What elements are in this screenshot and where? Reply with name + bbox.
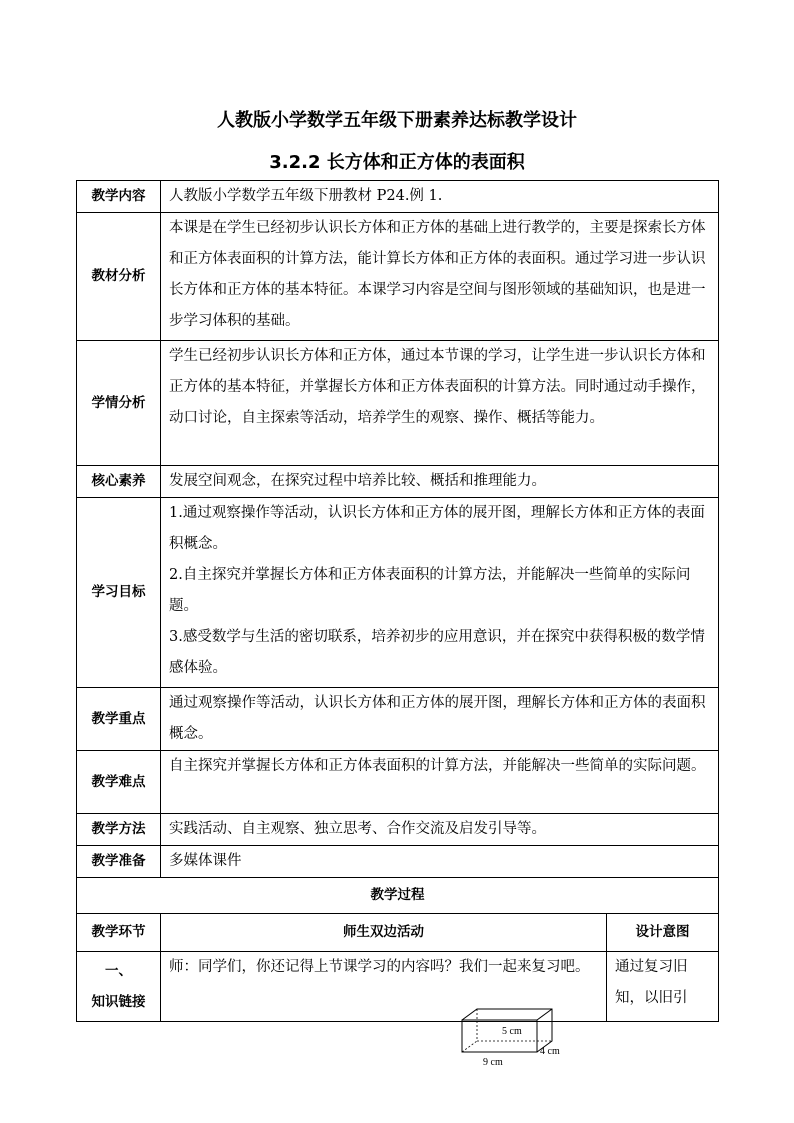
goal-item: 1.通过观察操作等活动，认识长方体和正方体的展开图，理解长方体和正方体的表面积概念。 (169, 505, 705, 552)
col-intent: 设计意图 (607, 914, 719, 952)
length-label: 9 cm (483, 1057, 503, 1068)
text-method: 实践活动、自主观察、独立思考、合作交流及启发引导等。 (161, 814, 719, 846)
stage-1-intent: 通过复习旧知，以旧引 (607, 952, 719, 1022)
goal-item: 2.自主探究并掌握长方体和正方体表面积的计算方法，并能解决一些简单的实际问题。 (169, 567, 691, 614)
row-material (77, 213, 719, 341)
col-activity: 师生双边活动 (161, 914, 607, 952)
row-stage-1 (77, 952, 719, 1022)
row-students (77, 341, 719, 466)
goal-item: 3.感受数学与生活的密切联系，培养初步的应用意识，并在探究中获得积极的数学情感体验。 (169, 629, 705, 676)
cuboid-front-face (462, 1020, 537, 1052)
document-title: 人教版小学数学五年级下册素养达标教学设计 (217, 110, 577, 131)
text-key: 通过观察操作等活动，认识长方体和正方体的展开图，理解长方体和正方体的表面积概念。 (161, 688, 719, 751)
cuboid-edge (537, 1009, 552, 1020)
lesson-title: 3.2.2 长方体和正方体的表面积 (269, 152, 525, 173)
width-label: 4 cm (540, 1046, 560, 1057)
label-goals: 学习目标 (77, 498, 161, 688)
label-material: 教材分析 (77, 213, 161, 341)
text-students: 学生已经初步认识长方体和正方体，通过本节课的学习，让学生进一步认识长方体和正方体的基本特征，并掌握长方体和正方体表面积的计算方法。同时通过动手操作，动口讨论，自主探索等活动，培养学生的观察、操作、概括等能力。 (161, 341, 719, 466)
stage-1-activity: 师：同学们，你还记得上节课学习的内容吗？我们一起来复习吧。 (161, 952, 607, 1022)
label-key: 教学重点 (77, 688, 161, 751)
row-literacy (77, 466, 719, 498)
text-content: 人教版小学数学五年级下册教材 P24.例 1. (161, 181, 719, 213)
height-label: 5 cm (502, 1026, 522, 1037)
row-method (77, 814, 719, 846)
text-literacy: 发展空间观念，在探究过程中培养比较、概括和推理能力。 (161, 466, 719, 498)
label-method: 教学方法 (77, 814, 161, 846)
text-material: 本课是在学生已经初步认识长方体和正方体的基础上进行教学的，主要是探索长方体和正方体表面积的计算方法，能计算长方体和正方体的表面积。通过学习进一步认识长方体和正方体的基本特征。本课学习内容是空间与图形领域的基础知识，也是进一步学习体积的基础。 (161, 213, 719, 341)
text-prep: 多媒体课件 (161, 846, 719, 878)
row-prep (77, 846, 719, 878)
lesson-plan-table (76, 180, 719, 1022)
label-students: 学情分析 (77, 341, 161, 466)
label-content: 教学内容 (77, 181, 161, 213)
process-header: 教学过程 (77, 878, 719, 914)
text-difficulty: 自主探究并掌握长方体和正方体表面积的计算方法，并能解决一些简单的实际问题。 (161, 751, 719, 814)
label-literacy: 核心素养 (77, 466, 161, 498)
col-stage: 教学环节 (77, 914, 161, 952)
stage-1-label (77, 952, 161, 1022)
row-process-columns (77, 914, 719, 952)
row-content (77, 181, 719, 213)
stage-1-name: 知识链接 (91, 993, 146, 1010)
label-prep: 教学准备 (77, 846, 161, 878)
row-process-header (77, 878, 719, 914)
stage-1-number: 一、 (105, 962, 132, 979)
cuboid-figure (455, 1003, 585, 1073)
row-key (77, 688, 719, 751)
row-goals (77, 498, 719, 688)
label-difficulty: 教学难点 (77, 751, 161, 814)
text-goals (161, 498, 719, 688)
row-difficulty (77, 751, 719, 814)
cuboid-hidden-edge (462, 1041, 477, 1052)
